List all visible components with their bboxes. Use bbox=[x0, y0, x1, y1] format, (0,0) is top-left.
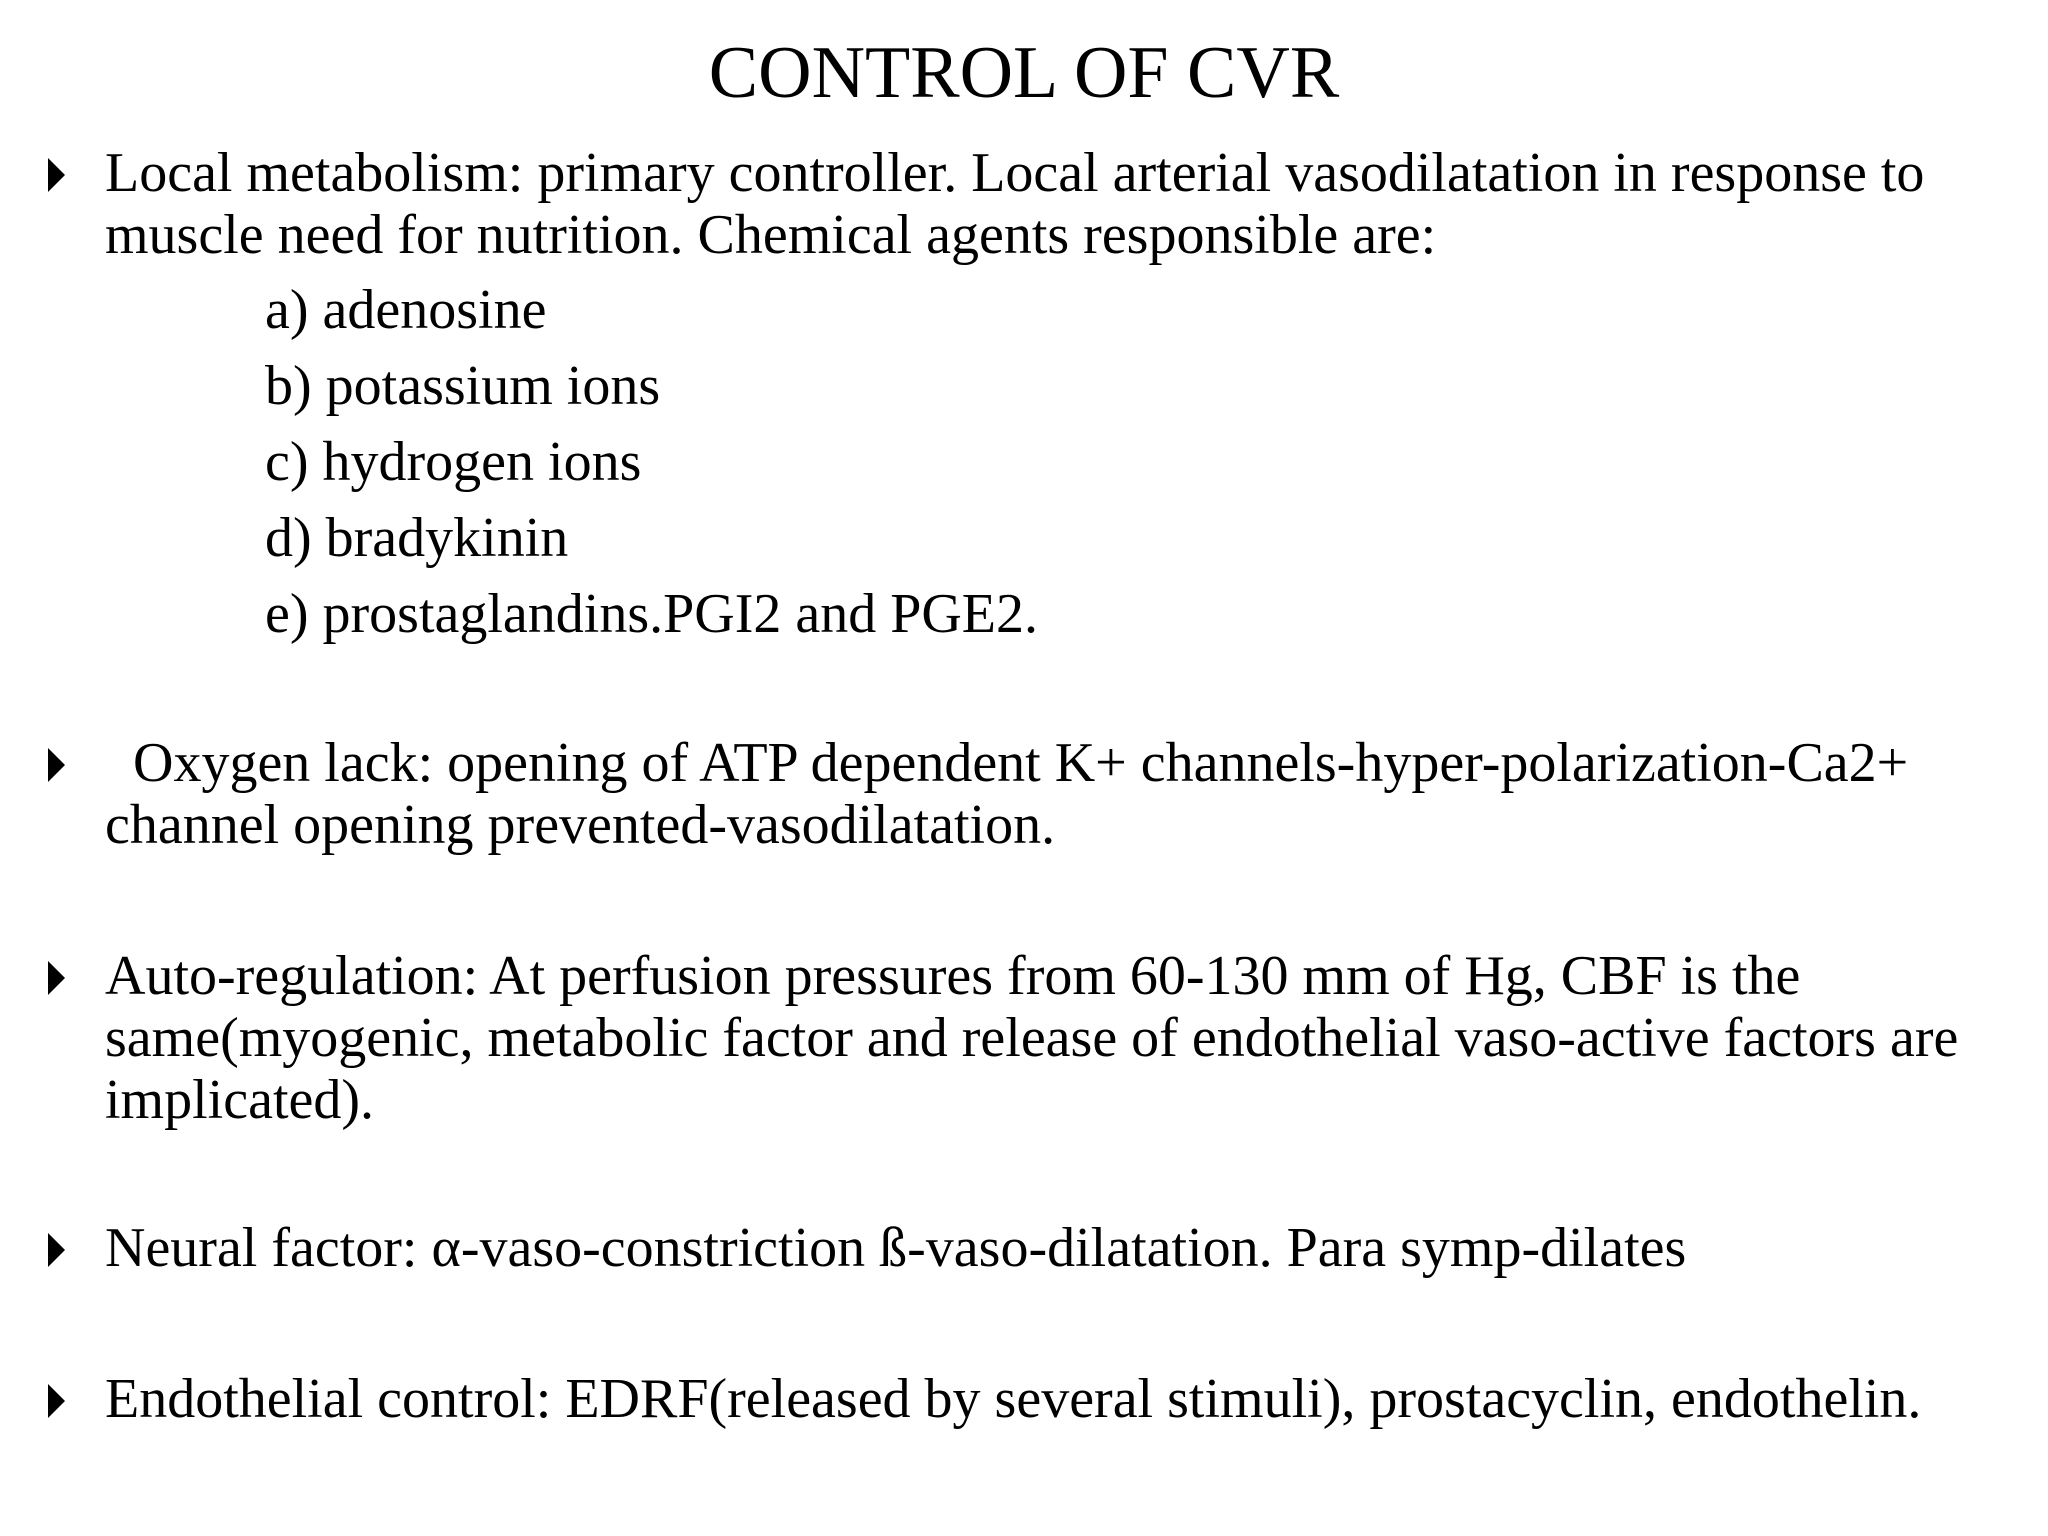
triangle-right-icon bbox=[48, 158, 65, 192]
list-item: a) adenosine bbox=[265, 279, 547, 341]
triangle-right-icon bbox=[48, 1384, 65, 1418]
bullet-text: Oxygen lack: opening of ATP dependent K+ channels-hyper-polarization-Ca2+ channel opening prevented-vasodilatation. bbox=[105, 732, 1923, 856]
bullet-text: Auto-regulation: At perfusion pressures from 60-130 mm of Hg, CBF is the same(myogenic, metabolic factor and release of endothelial vaso-active factors are implicated). bbox=[105, 945, 1973, 1131]
triangle-right-icon bbox=[48, 961, 65, 995]
slide-title: CONTROL OF CVR bbox=[708, 32, 1340, 114]
triangle-right-icon bbox=[48, 748, 65, 782]
list-item: b) potassium ions bbox=[265, 355, 661, 417]
list-item: c) hydrogen ions bbox=[265, 431, 642, 493]
list-item: d) bradykinin bbox=[265, 507, 569, 569]
bullet-text: Endothelial control: EDRF(released by several stimuli), prostacyclin, endothelin. bbox=[105, 1368, 1922, 1430]
bullet-text: Neural factor: α-vaso-constriction ß-vaso-dilatation. Para symp-dilates bbox=[105, 1217, 1687, 1279]
bullet-text: Local metabolism: primary controller. Local arterial vasodilatation in response to muscle need for nutrition. Chemical agents responsible are: bbox=[105, 142, 1939, 266]
triangle-right-icon bbox=[48, 1233, 65, 1267]
list-item: e) prostaglandins.PGI2 and PGE2. bbox=[265, 583, 1039, 645]
chemical-agents-list bbox=[265, 272, 1038, 652]
